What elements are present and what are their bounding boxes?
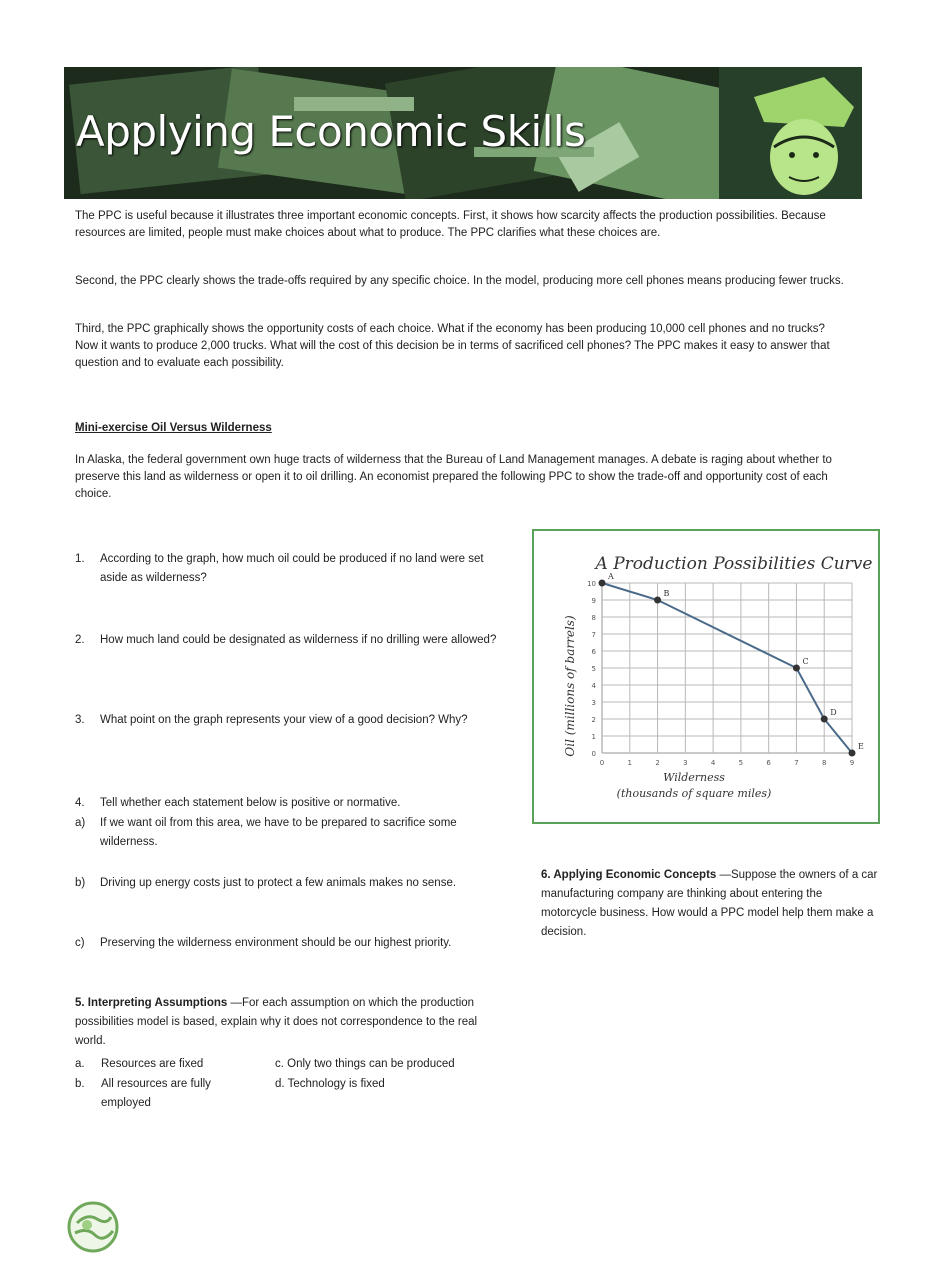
x-tick-label: 4 xyxy=(710,759,716,767)
question-text: Preserving the wilderness environment should be our highest priority. xyxy=(100,937,452,949)
y-tick-label: 7 xyxy=(591,631,596,639)
question-number: 4. xyxy=(75,797,85,809)
question-2 xyxy=(75,631,505,650)
y-tick-label: 9 xyxy=(591,597,596,605)
intro-paragraph-1: The PPC is useful because it illustrates three important economic concepts. First, it shows how scarcity affects the production possibilities. Because resources are limited, people must make choices about what to produce. The PPC clarifies what these choices are. xyxy=(75,210,826,239)
question-6-lead: 6. Applying Economic Concepts xyxy=(541,869,717,881)
chart-ylabel: Oil (millions of barrels) xyxy=(563,615,577,757)
ppc-point-label: B xyxy=(663,589,670,598)
question-text: How much land could be designated as wilderness if no drilling were allowed? xyxy=(100,634,497,646)
ppc-point-label: C xyxy=(802,657,809,666)
question-4b xyxy=(75,874,505,893)
question-4 xyxy=(75,794,505,813)
x-tick-label: 3 xyxy=(683,759,688,767)
ppc-chart xyxy=(534,531,878,822)
chart-xlabel: Wilderness xyxy=(663,771,725,784)
question-number: b) xyxy=(75,877,86,889)
y-tick-label: 2 xyxy=(591,716,596,724)
question-text: According to the graph, how much oil could be produced if no land were set aside as wilderness? xyxy=(100,553,484,584)
question-text: Driving up energy costs just to protect a few animals makes no sense. xyxy=(100,877,457,889)
ppc-point-label: E xyxy=(858,742,864,751)
y-tick-label: 3 xyxy=(591,699,596,707)
question-text: Tell whether each statement below is positive or normative. xyxy=(100,797,401,809)
q5-option-b: All resources are fully employed xyxy=(101,1078,211,1109)
intro-paragraph-3: Third, the PPC graphically shows the opportunity costs of each choice. What if the economy has been producing 10,000 cell phones and no trucks? Now it wants to produce 2,000 trucks. What will the cost of this decision be in terms of sacrificed cell phones? The PPC makes it easy to answer that question and to evaluate each possibility. xyxy=(75,323,830,369)
q5-option-d: d. Technology is fixed xyxy=(275,1078,385,1090)
globe-logo-icon xyxy=(67,1201,119,1253)
ppc-point-a xyxy=(599,580,606,587)
chart-xlabel-2: (thousands of square miles) xyxy=(616,787,772,800)
question-text: If we want oil from this area, we have to be prepared to sacrifice some wilderness. xyxy=(100,817,457,848)
q5-option-a: Resources are fixed xyxy=(101,1058,204,1070)
y-tick-label: 4 xyxy=(591,682,596,690)
y-tick-label: 6 xyxy=(591,648,596,656)
exercise-heading: Mini-exercise Oil Versus Wilderness xyxy=(75,422,272,434)
ppc-point-b xyxy=(654,597,661,604)
question-1 xyxy=(75,550,505,588)
chart-ticks xyxy=(587,580,854,767)
y-tick-label: 0 xyxy=(591,750,596,758)
ppc-point-c xyxy=(793,665,800,672)
q5-option-c: c. Only two things can be produced xyxy=(275,1058,455,1070)
x-tick-label: 0 xyxy=(599,759,605,767)
header-banner xyxy=(64,67,862,199)
question-4c xyxy=(75,934,505,953)
ppc-point-label: A xyxy=(608,572,614,581)
q5-label-a: a. xyxy=(75,1058,85,1070)
question-number: a) xyxy=(75,817,86,829)
question-6 xyxy=(541,866,881,942)
y-tick-label: 5 xyxy=(591,665,596,673)
x-tick-label: 1 xyxy=(627,759,633,767)
ppc-graph-frame xyxy=(532,529,880,824)
y-tick-label: 10 xyxy=(587,580,596,588)
x-tick-label: 6 xyxy=(766,759,771,767)
q5-label-b: b. xyxy=(75,1078,85,1090)
x-tick-label: 5 xyxy=(738,759,744,767)
chart-grid xyxy=(602,583,852,753)
question-5 xyxy=(75,994,505,1051)
intro-paragraph-2: Second, the PPC clearly shows the trade-offs required by any specific choice. In the model, producing more cell phones means producing fewer trucks. xyxy=(75,275,844,287)
question-number: c) xyxy=(75,937,85,949)
x-tick-label: 7 xyxy=(794,759,799,767)
question-number: 1. xyxy=(75,553,85,565)
question-text: What point on the graph represents your view of a good decision? Why? xyxy=(100,714,468,726)
page-title: Applying Economic Skills xyxy=(76,107,586,156)
ppc-point-d xyxy=(821,716,828,723)
question-3 xyxy=(75,711,505,730)
ppc-point-label: D xyxy=(830,708,837,717)
x-tick-label: 2 xyxy=(655,759,660,767)
question-4a xyxy=(75,814,505,852)
y-tick-label: 1 xyxy=(591,733,596,741)
chart-title: A Production Possibilities Curve xyxy=(595,554,873,574)
question-number: 3. xyxy=(75,714,85,726)
x-tick-label: 9 xyxy=(849,759,855,767)
question-5-text: —For each assumption on which the production possibilities model is based, explain why it does not correspondence to the real world. xyxy=(75,997,478,1047)
ppc-point-e xyxy=(849,750,856,757)
x-tick-label: 8 xyxy=(821,759,827,767)
y-tick-label: 8 xyxy=(591,614,596,622)
exercise-intro: In Alaska, the federal government own huge tracts of wilderness that the Bureau of Land Management manages. A debate is raging about whether to preserve this land as wilderness or open it to oil drilling. An economist prepared the following PPC to show the trade-off and opportunity cost of each choice. xyxy=(75,454,832,500)
question-number: 2. xyxy=(75,634,85,646)
question-5-lead: 5. Interpreting Assumptions xyxy=(75,997,228,1009)
question-6-text: —Suppose the owners of a car manufacturing company are thinking about entering the motorcycle business. How would a PPC model help them make a decision. xyxy=(541,869,878,938)
